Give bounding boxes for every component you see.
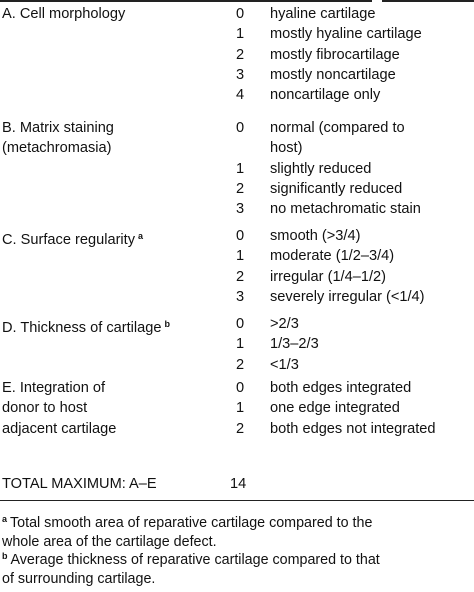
- score-description: severely irregular (<1/4): [270, 288, 425, 305]
- score-value: 0: [235, 120, 245, 136]
- score-row: [0, 287, 474, 307]
- score-description: 1/3–2/3: [270, 336, 319, 353]
- footnote-line: [2, 510, 472, 533]
- footnote-text: Total smooth area of reparative cartilage compared to the: [10, 515, 373, 531]
- score-row: [0, 138, 474, 158]
- total-value: 14: [230, 476, 247, 492]
- top-rule-segment: [382, 0, 474, 2]
- score-value: 2: [235, 46, 245, 63]
- criterion-label-line: donor to host: [2, 400, 88, 417]
- score-description: no metachromatic stain: [270, 201, 421, 218]
- score-row: [0, 159, 474, 179]
- score-value: 0: [235, 316, 245, 332]
- score-value: 3: [235, 201, 245, 218]
- score-description: both edges not integrated: [270, 420, 436, 437]
- footnote-marker: a: [138, 231, 144, 241]
- criterion-label-line: A. Cell morphology: [2, 6, 126, 22]
- score-value: 1: [235, 160, 245, 177]
- footnote-line: [2, 547, 472, 570]
- footnote-mark: a: [2, 514, 8, 524]
- score-description: normal (compared to: [270, 120, 405, 136]
- score-row: [0, 45, 474, 65]
- score-description: <1/3: [270, 356, 299, 373]
- score-value: 2: [235, 420, 245, 437]
- score-row: [0, 179, 474, 199]
- score-value: 3: [235, 288, 245, 305]
- score-value: 2: [235, 356, 245, 373]
- score-value: 3: [235, 66, 245, 83]
- score-description: noncartilage only: [270, 87, 381, 104]
- footnote-rule: [0, 500, 474, 501]
- criterion-label-line: C. Surface regularity $^a$: [2, 231, 144, 248]
- criterion-label-line: E. Integration of: [2, 380, 106, 396]
- criterion-label-line: adjacent cartilage: [2, 420, 117, 437]
- score-description: mostly fibrocartilage: [270, 46, 400, 63]
- footnote-line: of surrounding cartilage.: [2, 570, 156, 587]
- score-value: 4: [235, 87, 245, 104]
- score-row: [0, 398, 474, 418]
- score-row: [0, 118, 474, 138]
- score-description: >2/3: [270, 316, 299, 332]
- footnote-line: whole area of the cartilage defect.: [2, 533, 217, 550]
- score-row: [0, 267, 474, 287]
- score-description: host): [270, 140, 303, 157]
- top-rule: [0, 0, 474, 3]
- score-row: [0, 355, 474, 375]
- score-description: irregular (1/4–1/2): [270, 268, 386, 285]
- score-row: [0, 4, 474, 24]
- footnote: [2, 547, 472, 588]
- score-row: [0, 85, 474, 105]
- footnote-text: Average thickness of reparative cartilage compared to that: [10, 552, 380, 568]
- score-row: [0, 419, 474, 439]
- criterion-label-line: B. Matrix staining: [2, 120, 114, 136]
- top-rule-segment: [0, 0, 372, 2]
- total-row: [2, 474, 474, 494]
- score-value: 0: [235, 380, 245, 396]
- score-row: [0, 334, 474, 354]
- score-value: 1: [235, 248, 245, 265]
- score-row: [0, 226, 474, 246]
- score-value: 1: [235, 336, 245, 353]
- score-row: [0, 199, 474, 219]
- score-description: hyaline cartilage: [270, 6, 376, 22]
- score-row: [0, 65, 474, 85]
- score-description: both edges integrated: [270, 380, 412, 396]
- score-row: [0, 314, 474, 334]
- footnote-mark: b: [2, 551, 8, 561]
- score-value: 0: [235, 6, 245, 22]
- score-row: [0, 378, 474, 398]
- criterion-label-line: (metachromasia): [2, 140, 112, 157]
- score-description: mostly hyaline cartilage: [270, 26, 422, 43]
- score-row: [0, 246, 474, 266]
- score-description: slightly reduced: [270, 160, 372, 177]
- score-value: 2: [235, 180, 245, 197]
- score-value: 2: [235, 268, 245, 285]
- criterion-label-line: D. Thickness of cartilage $^b$: [2, 319, 171, 336]
- footnote-marker: b: [164, 319, 171, 329]
- score-value: 1: [235, 26, 245, 43]
- score-description: significantly reduced: [270, 180, 403, 197]
- score-description: smooth (>3/4): [270, 228, 361, 244]
- total-label: TOTAL MAXIMUM: A–E: [2, 476, 157, 492]
- score-value: 1: [235, 400, 245, 417]
- score-description: one edge integrated: [270, 400, 400, 417]
- score-row: [0, 24, 474, 44]
- score-description: moderate (1/2–3/4): [270, 248, 395, 265]
- footnote: [2, 510, 472, 551]
- score-description: mostly noncartilage: [270, 66, 396, 83]
- score-value: 0: [235, 228, 245, 244]
